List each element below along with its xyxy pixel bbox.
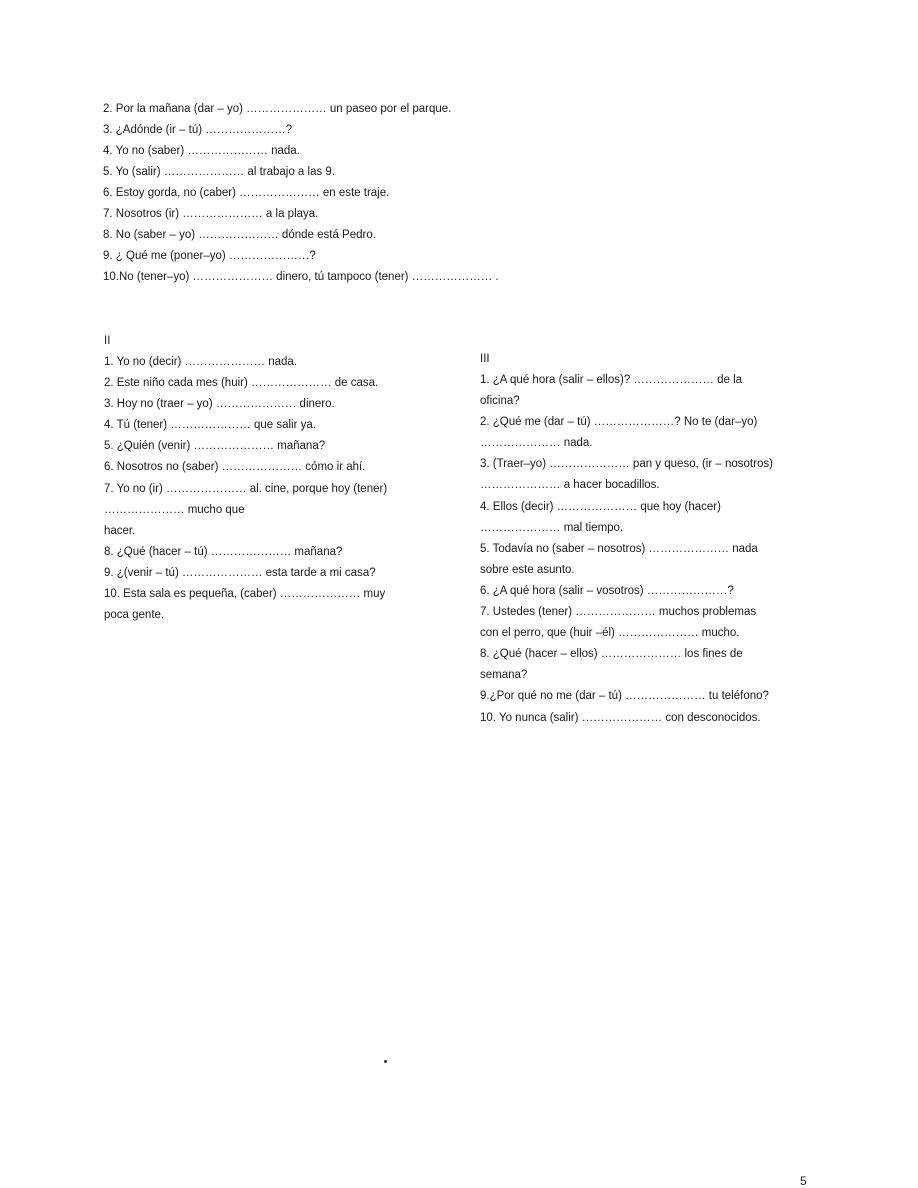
exercise-line: con el perro, que (huir –él) ………………… mucho. — [480, 627, 740, 640]
exercise-line: poca gente. — [104, 609, 165, 622]
exercise-line: hacer. — [104, 524, 136, 537]
exercise-line: oficina? — [480, 395, 520, 408]
exercise-line: 3. (Traer–yo) ………………… pan y queso, (ir – nosotros) — [480, 458, 773, 471]
exercise-section-2 — [104, 331, 444, 626]
exercise-line: 7. Yo no (ir) ………………… al. cine, porque hoy (tener) — [104, 482, 388, 495]
exercise-line: 6. Estoy gorda, no (caber) ………………… en este traje. — [103, 187, 390, 199]
exercise-line: 8. ¿Qué (hacer – tú) ………………… mañana? — [104, 545, 343, 558]
exercise-line: 9.¿Por qué no me (dar – tú) ………………… tu teléfono? — [480, 690, 769, 703]
section-3-lines — [480, 370, 810, 729]
exercise-line: semana? — [480, 669, 528, 682]
exercise-line: 2. Por la mañana (dar – yo) ………………… un paseo por el parque. — [103, 103, 452, 115]
page-number: 5 — [800, 1174, 807, 1188]
exercise-line: 4. Tú (tener) ………………… que salir ya. — [104, 419, 316, 432]
exercise-line: ………………… a hacer bocadillos. — [480, 479, 660, 492]
exercise-line: ………………… mal tiempo. — [480, 521, 624, 534]
exercise-section-3 — [480, 349, 810, 729]
exercise-line: 6. ¿A qué hora (salir – vosotros) …………………? — [480, 584, 734, 597]
exercise-line: 5. ¿Quién (venir) ………………… mañana? — [104, 440, 326, 453]
exercise-line: 3. ¿Adónde (ir – tú) …………………? — [103, 124, 293, 136]
exercise-line: 6. Nosotros no (saber) ………………… cómo ir ahí. — [104, 461, 366, 474]
exercise-line: 9. ¿(venir – tú) ………………… esta tarde a mi casa? — [104, 566, 376, 579]
exercise-line: 1. ¿A qué hora (salir – ellos)? ………………… de la — [480, 374, 743, 386]
exercise-line: 7. Nosotros (ir) ………………… a la playa. — [103, 208, 319, 220]
exercise-line: 2. ¿Qué me (dar – tú) …………………? No te (dar–yo) — [480, 416, 758, 429]
exercise-line: 3. Hoy no (traer – yo) ………………… dinero. — [104, 398, 335, 411]
exercise-line: 8. ¿Qué (hacer – ellos) ………………… los fines de — [480, 648, 743, 661]
exercise-line: 10. Yo nunca (salir) ………………… con desconocidos. — [480, 711, 761, 724]
section-heading-iii: III — [480, 353, 490, 365]
section-2-lines — [104, 352, 444, 626]
exercise-line: 8. No (saber – yo) ………………… dónde está Pedro. — [103, 229, 376, 241]
exercise-line: 4. Ellos (decir) ………………… que hoy (hacer) — [480, 500, 721, 513]
exercise-line: 1. Yo no (decir) ………………… nada. — [104, 356, 298, 368]
exercise-line: 7. Ustedes (tener) ………………… muchos problemas — [480, 606, 757, 619]
exercise-line: ………………… nada. — [480, 437, 593, 450]
exercise-line: 10. Esta sala es pequeña, (caber) ………………… muy — [104, 588, 386, 601]
exercise-line: 5. Todavía no (saber – nosotros) ………………… nada — [480, 542, 758, 555]
exercise-line: 2. Este niño cada mes (huir) ………………… de casa. — [104, 377, 379, 390]
exercise-line: 10.No (tener–yo) ………………… dinero, tú tampoco (tener) ………………… . — [103, 271, 499, 283]
exercise-line: sobre este asunto. — [480, 563, 575, 576]
exercise-line: 5. Yo (salir) ………………… al trabajo a las 9. — [103, 166, 335, 178]
exercise-line: 4. Yo no (saber) ………………… nada. — [103, 145, 300, 157]
exercise-line: 9. ¿ Qué me (poner–yo) …………………? — [103, 250, 316, 262]
exercise-line: ………………… mucho que — [104, 503, 245, 516]
scan-speck — [384, 1060, 387, 1063]
exercise-section-1 — [103, 99, 499, 288]
section-heading-ii: II — [104, 335, 111, 347]
